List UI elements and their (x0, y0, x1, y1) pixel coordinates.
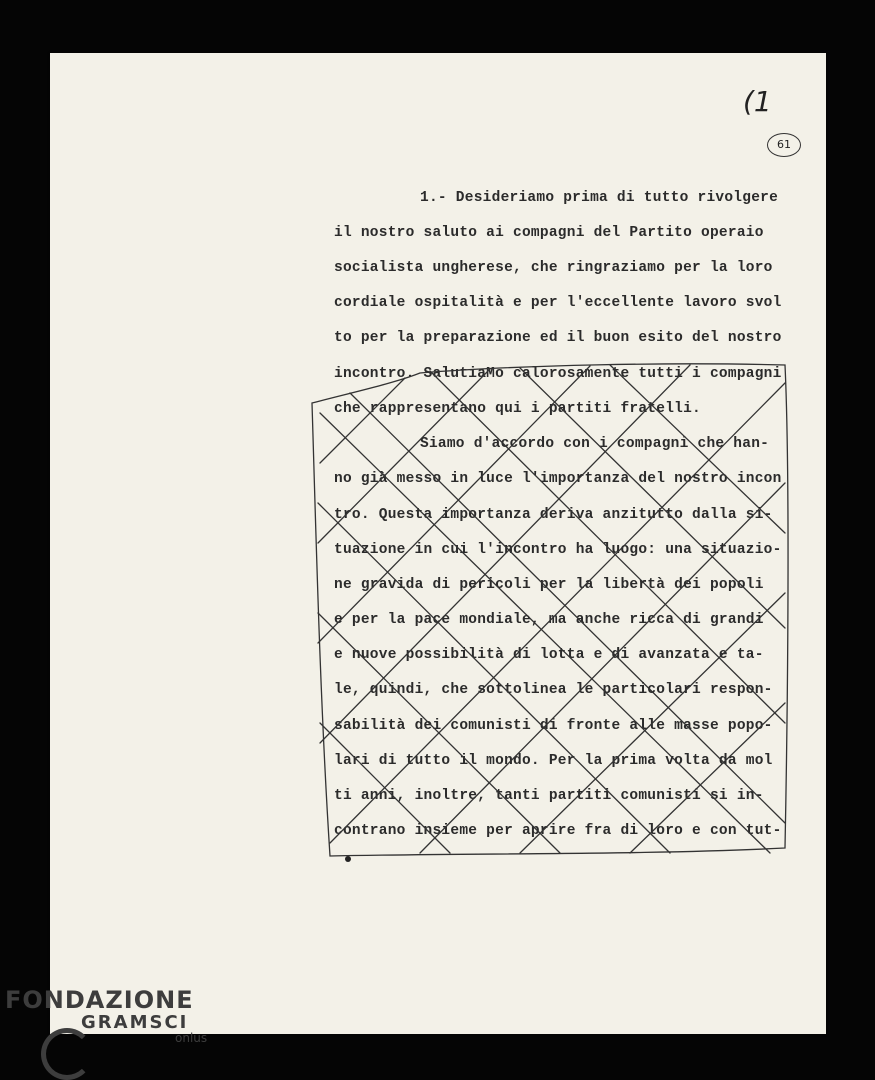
text-line: ti anni, inoltre, tanti partiti comunisti si in- (334, 788, 764, 804)
text-line: le, quindi, che sottolinea le particolari respon- (334, 682, 773, 698)
text-line: to per la preparazione ed il buon esito del nostro (334, 330, 782, 346)
text-line: contrano insieme per aprire fra di loro e con tut- (334, 823, 782, 839)
text-line: e per la pace mondiale, ma anche ricca di grandi (334, 612, 764, 628)
folio-stamp: 61 (767, 133, 801, 157)
text-line: ne gravida di pericoli per la libertà dei popoli (334, 577, 764, 593)
text-line: socialista ungherese, che ringraziamo per la loro (334, 260, 773, 276)
document-page (50, 53, 826, 1034)
text-line: e nuove possibilità di lotta e di avanzata e ta- (334, 647, 764, 663)
text-line: che rappresentano qui i partiti fratelli. (334, 401, 702, 417)
crossout-stroke (320, 378, 405, 463)
text-line: cordiale ospitalità e per l'eccellente lavoro svol (334, 295, 782, 311)
text-line: incontro. SalutiaMo calorosamente tutti i compagni (334, 366, 782, 382)
text-line: 1.- Desideriamo prima di tutto rivolgere (420, 190, 779, 206)
ink-dot (345, 856, 351, 862)
text-line: il nostro saluto ai compagni del Partito operaio (334, 225, 764, 241)
text-line: tuazione in cui l'incontro ha luogo: una situazio- (334, 542, 782, 558)
fondazione-gramsci-watermark (5, 986, 207, 1045)
handwritten-page-mark: (1 (743, 85, 772, 118)
watermark-line3: onlus (175, 1031, 208, 1045)
watermark-line1: FONDAZIONE (5, 986, 194, 1014)
text-line: tro. Questa importanza deriva anzitutto dalla si- (334, 507, 773, 523)
watermark-line2: GRAMSCI (81, 1012, 189, 1033)
text-line: lari di tutto il mondo. Per la prima volta da mol (334, 753, 773, 769)
text-line: Siamo d'accordo con i compagni che han- (420, 436, 770, 452)
text-line: no già messo in luce l'importanza del nostro incon (334, 471, 782, 487)
watermark-logo-icon (41, 1028, 93, 1080)
text-line: sabilità dei comunisti di fronte alle masse popo- (334, 718, 773, 734)
